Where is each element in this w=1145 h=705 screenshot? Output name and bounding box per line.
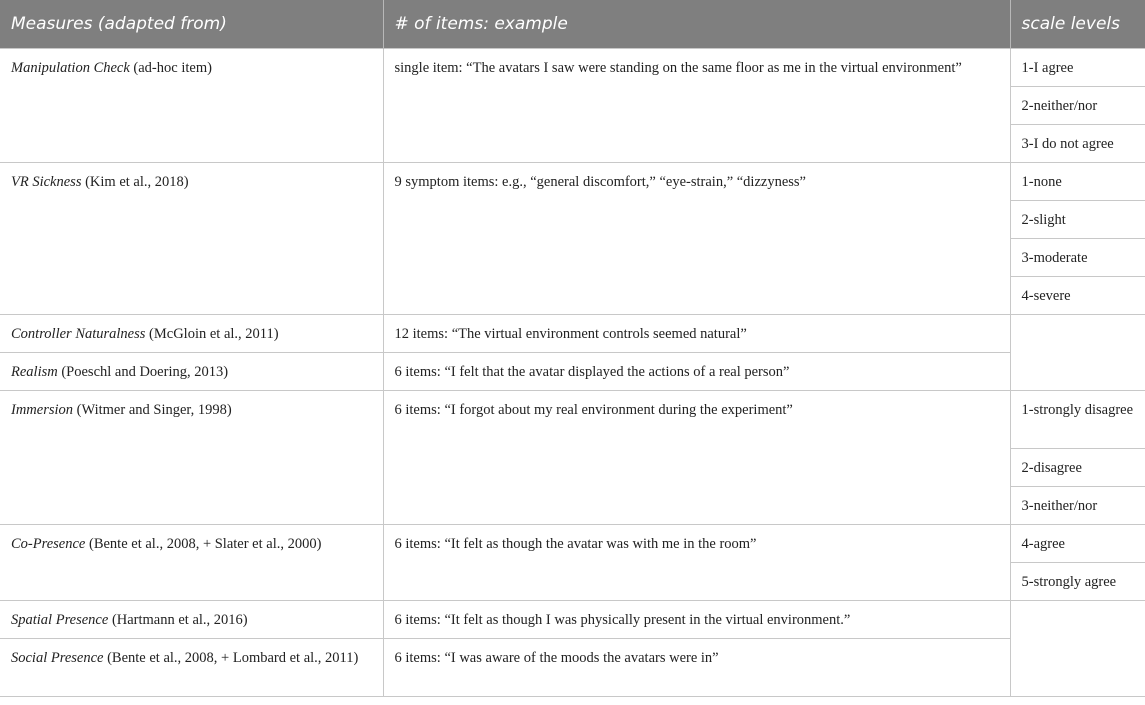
table-row: [0, 639, 1145, 697]
measure-name: Social Presence: [11, 650, 104, 666]
scale-level-cell: 5-strongly agree: [1010, 563, 1145, 601]
table-row: [0, 601, 1145, 639]
measure-source: (Witmer and Singer, 1998): [73, 402, 232, 418]
measure-cell: [0, 601, 383, 639]
measure-source: (McGloin et al., 2011): [145, 326, 279, 342]
measure-cell: [0, 525, 383, 601]
table-row: [0, 353, 1145, 391]
measure-name: Realism: [11, 364, 58, 380]
example-cell: 6 items: “I was aware of the moods the avatars were in”: [383, 639, 1010, 697]
scale-level-cell: 3-neither/nor: [1010, 487, 1145, 525]
measure-cell: [0, 639, 383, 697]
measure-cell: [0, 49, 383, 163]
scale-level-cell: 2-disagree: [1010, 449, 1145, 487]
measure-name: Manipulation Check: [11, 60, 130, 76]
table-row: [0, 391, 1145, 449]
example-cell: 6 items: “It felt as though I was physically present in the virtual environment.”: [383, 601, 1010, 639]
measure-name: Immersion: [11, 402, 74, 418]
header-row: [0, 0, 1145, 49]
example-cell: single item: “The avatars I saw were standing on the same floor as me in the virtual environment”: [383, 49, 1010, 163]
measure-cell: [0, 163, 383, 315]
measure-source: (Bente et al., 2008, + Slater et al., 2000): [85, 536, 322, 552]
measure-cell: [0, 391, 383, 525]
measure-cell: [0, 315, 383, 353]
measure-name: VR Sickness: [11, 174, 82, 190]
example-cell: 12 items: “The virtual environment controls seemed natural”: [383, 315, 1010, 353]
measure-name: Spatial Presence: [11, 612, 109, 628]
scale-level-cell: 4-severe: [1010, 277, 1145, 315]
scale-level-cell: 2-slight: [1010, 201, 1145, 239]
header-measures: Measures (adapted from): [0, 0, 383, 49]
scale-level-cell: 1-I agree: [1010, 49, 1145, 87]
scale-level-cell: 1-none: [1010, 163, 1145, 201]
header-scale-levels: scale levels: [1010, 0, 1145, 49]
measure-name: Co-Presence: [11, 536, 86, 552]
measure-source: (Hartmann et al., 2016): [108, 612, 248, 628]
example-cell: 6 items: “I forgot about my real environment during the experiment”: [383, 391, 1010, 525]
measure-source: (ad-hoc item): [129, 60, 212, 76]
scale-level-cell-empty: [1010, 601, 1145, 697]
header-items-example: # of items: example: [383, 0, 1010, 49]
scale-level-cell: 3-I do not agree: [1010, 125, 1145, 163]
example-cell: 6 items: “I felt that the avatar displayed the actions of a real person”: [383, 353, 1010, 391]
table-row: [0, 525, 1145, 563]
scale-level-cell: 2-neither/nor: [1010, 87, 1145, 125]
table-row: [0, 315, 1145, 353]
scale-level-cell: 3-moderate: [1010, 239, 1145, 277]
measure-source: (Kim et al., 2018): [81, 174, 189, 190]
scale-level-cell-empty: [1010, 315, 1145, 391]
example-cell: 6 items: “It felt as though the avatar was with me in the room”: [383, 525, 1010, 601]
scale-level-cell: 4-agree: [1010, 525, 1145, 563]
measure-source: (Bente et al., 2008, + Lombard et al., 2011): [103, 650, 359, 666]
measure-source: (Poeschl and Doering, 2013): [57, 364, 229, 380]
measure-name: Controller Naturalness: [11, 326, 146, 342]
table-row: [0, 163, 1145, 201]
measure-cell: [0, 353, 383, 391]
table-row: [0, 49, 1145, 87]
example-cell: 9 symptom items: e.g., “general discomfort,” “eye-strain,” “dizzyness”: [383, 163, 1010, 315]
scale-level-cell: 1-strongly disagree: [1010, 391, 1145, 449]
